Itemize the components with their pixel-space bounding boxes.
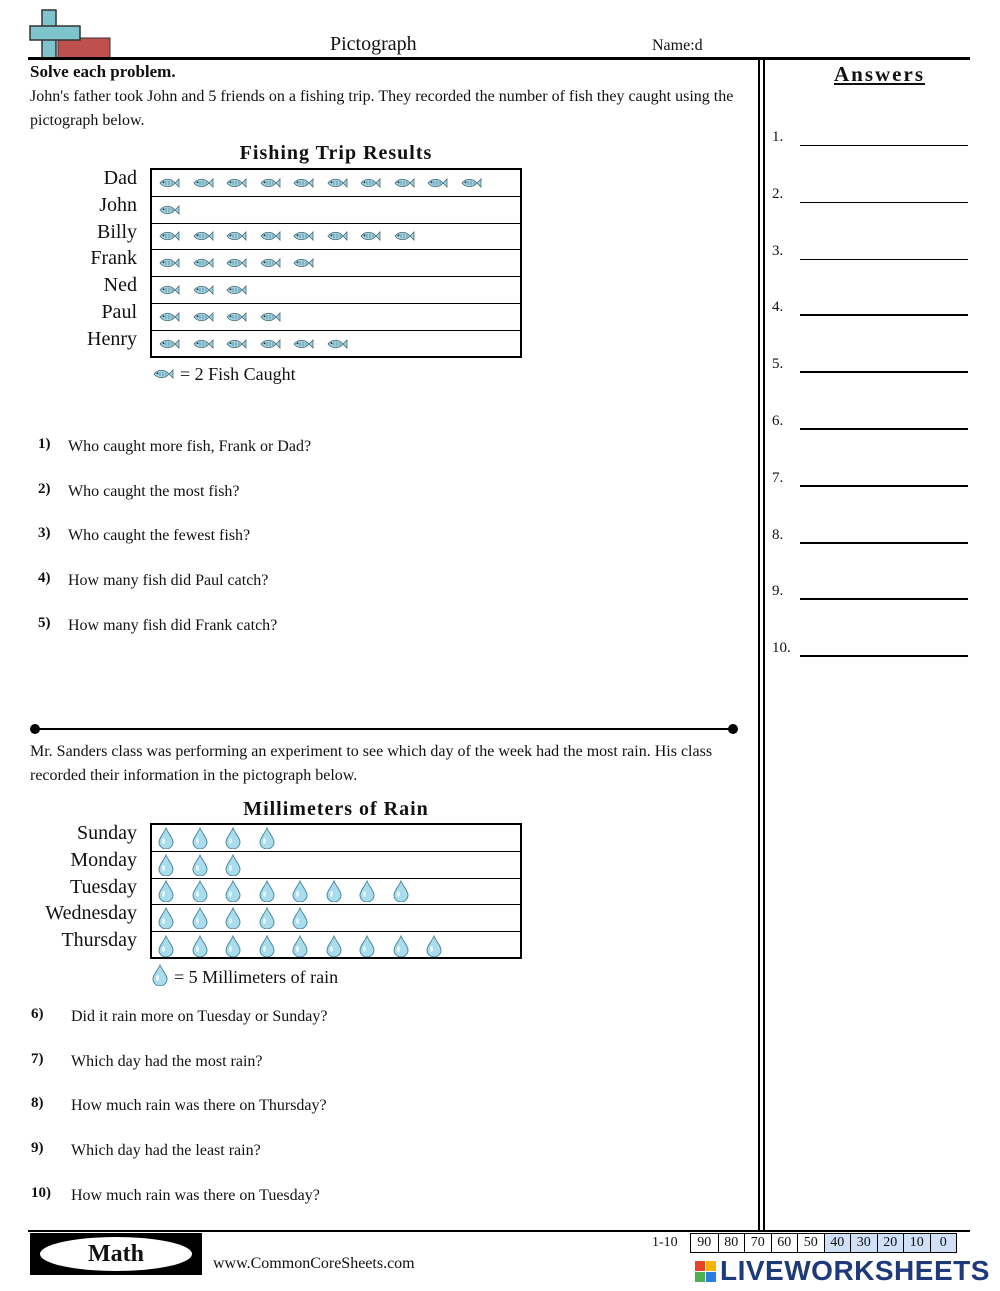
section-separator [34,728,734,730]
fishing-row [152,197,520,224]
raindrop-icon [393,880,427,902]
logo-icon [28,8,112,60]
raindrop-icon [292,880,326,902]
fish-icon [292,225,326,247]
fish-icon [326,333,360,355]
raindrop-icon [158,827,192,849]
fish-icon [158,225,192,247]
fish-icon [225,225,259,247]
answer-input-line[interactable] [800,259,968,260]
raindrop-icon [158,880,192,902]
score-cell: 60 [771,1234,798,1252]
answer-input-line[interactable] [800,655,968,657]
answer-input-line[interactable] [800,371,968,373]
rain-row [152,879,520,906]
fish-icon [192,333,226,355]
rain-row-label: Thursday [61,929,137,952]
answer-row [772,522,968,544]
rain-row-label: Sunday [77,822,137,844]
answer-number: 7. [772,469,784,486]
answer-number: 3. [772,242,784,259]
answer-input-line[interactable] [800,314,968,316]
raindrop-icon [192,907,226,929]
section2-paragraph: Mr. Sanders class was performing an experiment to see which day of the week had the most rain. His class recorded their information in the pictograph below. [30,743,713,784]
fish-icon [259,333,293,355]
answer-input-line[interactable] [800,428,968,430]
footer-url: www.CommonCoreSheets.com [213,1255,415,1272]
rain-pictograph [150,823,522,959]
score-range-label: 1-10 [652,1235,678,1250]
answer-row [772,181,968,203]
question-text: Who caught more fish, Frank or Dad? [68,438,312,455]
rain-row-label: Monday [70,848,137,871]
bottom-divider [28,1230,970,1232]
rain-row-label: Wednesday [45,902,137,925]
fish-icon [158,333,192,355]
fishing-row [152,170,520,197]
raindrop-icon [225,907,259,929]
liveworksheets-watermark[interactable] [695,1255,990,1287]
fishing-row-label: Dad [103,167,137,189]
score-cell: 10 [903,1234,930,1252]
fish-icon [158,172,192,194]
fish-icon [158,279,192,301]
fishing-row-label: Ned [103,274,137,297]
answer-input-line[interactable] [800,202,968,203]
score-cell: 90 [697,1235,712,1250]
question-text: How many fish did Frank catch? [68,616,278,634]
name-label: Name:d [652,37,703,54]
fish-icon [192,252,226,274]
score-cell: 40 [824,1234,851,1252]
rain-legend-text: = 5 Millimeters of rain [174,967,339,987]
answer-number: 6. [772,413,784,429]
score-table [690,1233,957,1253]
raindrop-icon [259,935,293,957]
answer-input-line[interactable] [800,542,968,544]
fishing-row-label: Henry [87,327,137,350]
question-text: Who caught the fewest fish? [68,527,251,545]
answers-title: Answers [834,62,925,86]
fish-icon [225,279,259,301]
raindrop-icon [192,935,226,957]
fishing-row [152,224,520,251]
question-number: 8) [31,1095,44,1112]
answer-number: 1. [772,129,784,145]
liveworksheets-logo-icon [695,1261,716,1282]
fish-icon [292,333,326,355]
answer-number: 10. [772,640,791,657]
question-number: 9) [31,1140,44,1157]
question-number: 3) [38,525,51,542]
raindrop-icon [192,827,226,849]
raindrop-icon [393,935,427,957]
fishing-chart-title: Fishing Trip Results [239,142,433,164]
question-text: Which day had the least rain? [71,1142,261,1160]
raindrop-icon [426,935,460,957]
fish-icon [192,172,226,194]
separator-dot [30,724,40,734]
fish-icon [225,333,259,355]
raindrop-icon [259,907,293,929]
raindrop-icon [225,935,259,957]
fish-icon [359,225,393,247]
rain-row [152,825,520,852]
rain-legend [152,964,338,991]
raindrop-icon [152,964,168,991]
raindrop-icon [192,880,226,902]
fish-icon [158,306,192,328]
fishing-row [152,331,520,358]
answer-row [772,635,968,657]
answer-row [772,294,968,316]
fish-icon [426,172,460,194]
raindrop-icon [326,935,360,957]
answer-row [772,465,968,487]
watermark-text: LIVEWORKSHEETS [720,1255,990,1286]
question-text: Did it rain more on Tuesday or Sunday? [71,1008,328,1025]
score-cell: 0 [930,1234,957,1252]
fishing-row-label: Paul [101,301,137,323]
question-number: 10) [31,1184,51,1201]
fish-icon [292,172,326,194]
answer-input-line[interactable] [800,598,968,600]
raindrop-icon [225,854,259,876]
fish-icon [359,172,393,194]
fishing-row [152,277,520,304]
fish-icon [326,172,360,194]
answer-number: 8. [772,526,784,543]
answer-row [772,408,968,430]
question-text: How much rain was there on Tuesday? [71,1186,320,1204]
fishing-pictograph [150,168,522,358]
fish-icon [152,364,174,385]
fishing-legend [152,364,296,385]
fish-icon [259,306,293,328]
raindrop-icon [326,880,360,902]
score-cell: 80 [718,1234,745,1252]
answer-number: 2. [772,185,784,202]
question-number: 5) [38,614,51,631]
answer-row [772,124,968,146]
answer-row [772,578,968,600]
fish-icon [158,199,192,221]
raindrop-icon [158,935,192,957]
fish-icon [259,252,293,274]
column-divider [758,60,760,1230]
question-text: Who caught the most fish? [68,482,240,500]
top-divider [28,57,970,60]
answer-input-line[interactable] [800,485,968,487]
raindrop-icon [259,827,293,849]
fish-icon [259,172,293,194]
fish-icon [259,225,293,247]
raindrop-icon [259,880,293,902]
fishing-legend-text: = 2 Fish Caught [180,364,296,384]
raindrop-icon [158,854,192,876]
fishing-row-label: Billy [96,220,137,243]
raindrop-icon [225,880,259,902]
answer-row [772,351,968,373]
question-text: How much rain was there on Thursday? [71,1097,327,1115]
answer-number: 4. [772,299,784,316]
question-text: How many fish did Paul catch? [68,572,269,590]
rain-row [152,905,520,932]
fishing-row-label: Frank [90,247,137,270]
fish-icon [225,172,259,194]
score-cell: 70 [744,1234,771,1252]
question-number: 7) [31,1050,44,1067]
rain-row [152,932,520,959]
question-number: 2) [38,480,51,497]
fish-icon [192,306,226,328]
fish-icon [326,225,360,247]
answer-number: 5. [772,356,784,373]
raindrop-icon [225,827,259,849]
rain-row [152,852,520,879]
fish-icon [292,252,326,274]
answer-row [772,238,968,260]
column-divider [763,60,765,1230]
fish-icon [225,252,259,274]
question-text: Which day had the most rain? [71,1052,263,1070]
answer-input-line[interactable] [800,145,968,146]
page-title: Pictograph [330,33,417,55]
rain-chart-title: Millimeters of Rain [243,798,429,820]
question-number: 6) [31,1006,44,1022]
raindrop-icon [192,854,226,876]
math-badge-label: Math [40,1237,192,1271]
fish-icon [225,306,259,328]
answer-number: 9. [772,583,784,600]
score-cell: 50 [797,1234,824,1252]
score-cell: 20 [877,1234,904,1252]
fish-icon [158,252,192,274]
raindrop-icon [158,907,192,929]
fish-icon [393,172,427,194]
question-number: 4) [38,570,51,587]
rain-row-label: Tuesday [69,875,137,898]
fishing-row-label: John [99,193,137,216]
score-cell: 30 [850,1234,877,1252]
fish-icon [192,225,226,247]
fish-icon [460,172,494,194]
raindrop-icon [292,935,326,957]
raindrop-icon [292,907,326,929]
fish-icon [393,225,427,247]
fish-icon [192,279,226,301]
fishing-row [152,304,520,331]
fishing-row [152,250,520,277]
raindrop-icon [359,880,393,902]
separator-dot [728,724,738,734]
raindrop-icon [359,935,393,957]
section1-paragraph: John's father took John and 5 friends on a fishing trip. They recorded the number of fish they caught using the pictograph below. [30,88,734,129]
question-number: 1) [38,436,51,452]
instructions: Solve each problem. [30,62,176,81]
